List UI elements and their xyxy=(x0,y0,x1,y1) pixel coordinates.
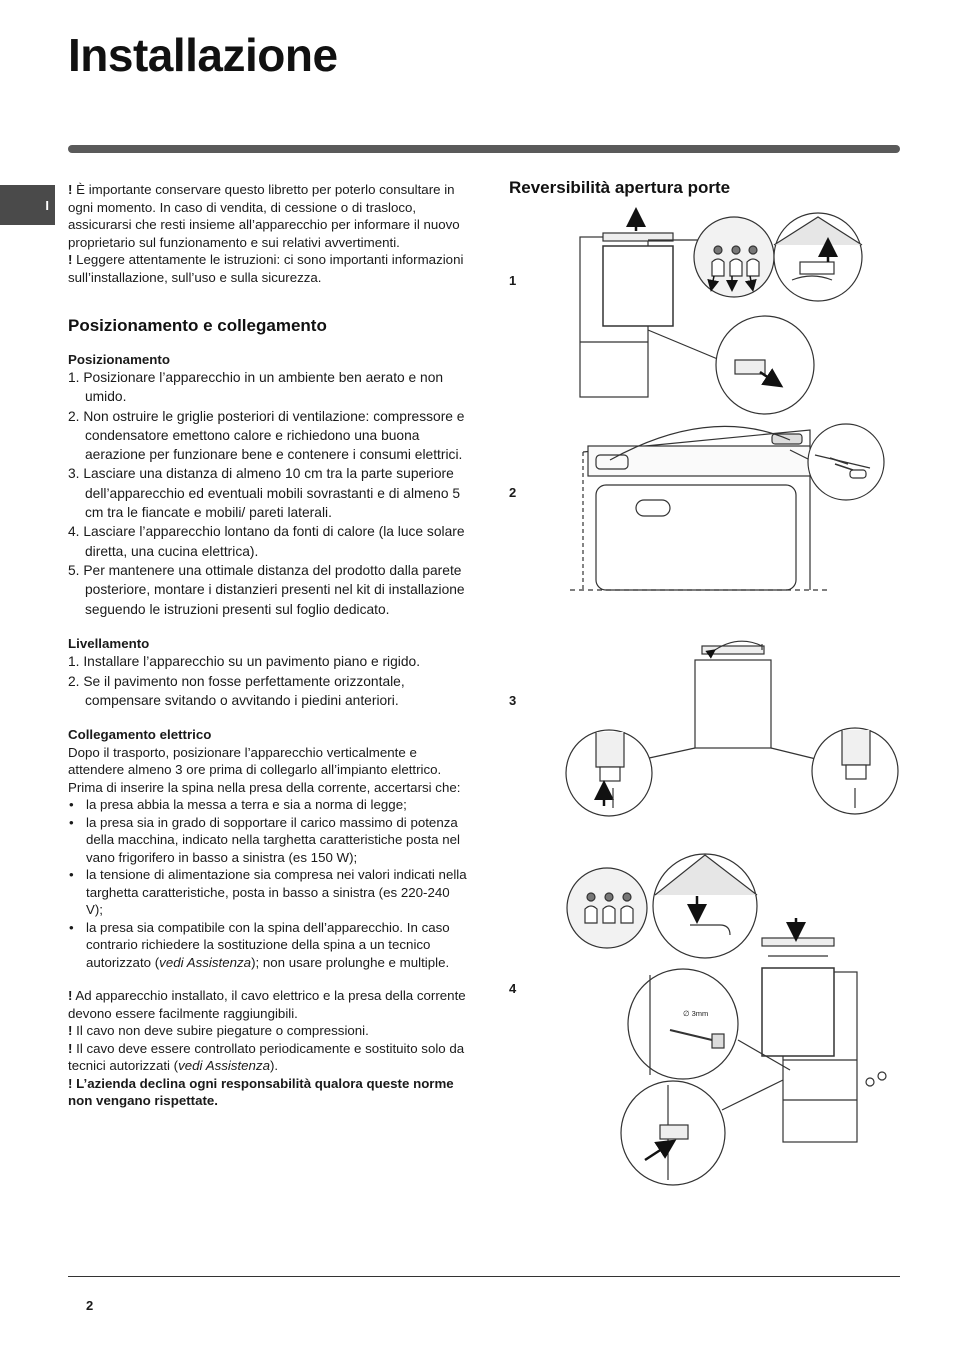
step-4-top-hinge-detail xyxy=(653,854,757,958)
electric-intro: Dopo il trasporto, posizionare l’apparecchio verticalmente e attendere almeno 3 ore prima di collegarlo all’impianto elettrico. Prima di inserire la spina nella presa della corrente, accertarsi che: xyxy=(68,744,461,795)
drill-size-label: ∅ 3mm xyxy=(683,1009,709,1018)
step-3-door-diagram xyxy=(640,641,820,760)
step-3-right-foot-detail xyxy=(812,728,898,814)
warning-mark: ! xyxy=(68,182,73,197)
step-number-1: 1 xyxy=(509,273,517,288)
step-4-hinge-cover-detail xyxy=(567,868,647,948)
step-1-top-hinge-detail xyxy=(774,213,862,301)
list-item: 5. Per mantenere una ottimale distanza del prodotto dalla parete posteriore, montare i distanzieri presenti nel kit di installazione seguendo le istruzioni presenti sul foglio dedicato. xyxy=(68,562,465,617)
list-item: 1. Installare l’apparecchio su un pavimento piano e rigido. xyxy=(68,654,421,670)
step-number-4: 4 xyxy=(509,981,517,996)
list-item: 4. Lasciare l’apparecchio lontano da fonti di calore (la luce solare diretta, una cucina elettrica). xyxy=(68,524,465,559)
step-2-top-panel-diagram xyxy=(570,426,830,590)
subhead-electric: Collegamento elettrico xyxy=(68,727,212,743)
list-item: • la tensione di alimentazione sia compresa nei valori indicati nella targhetta caratteristiche, posta in basso a sinistra (es 220-240 V); xyxy=(69,867,467,918)
step-number-3: 3 xyxy=(509,693,517,708)
subhead-positioning: Posizionamento xyxy=(68,351,170,367)
section-title-positioning: Posizionamento e collegamento xyxy=(68,316,327,335)
step-4-bottom-hinge-detail xyxy=(621,1080,783,1185)
step-1-bottom-hinge-detail xyxy=(716,316,814,414)
list-item: 2. Se il pavimento non fosse perfettamente orizzontale, compensare svitando o avvitando i piedini anteriori. xyxy=(68,673,405,708)
note-cable-bending: ! Il cavo non deve subire piegature o compressioni. xyxy=(68,1023,369,1039)
page-title: Installazione xyxy=(68,29,338,81)
step-number-2: 2 xyxy=(509,485,517,500)
intro-paragraph-2: ! Leggere attentamente le istruzioni: ci sono importanti informazioni sull’installazione, sull’uso e sulla sicurezza. xyxy=(68,252,464,285)
footer-rule xyxy=(68,1276,900,1277)
warning-mark: ! xyxy=(68,1040,73,1056)
list-item: • la presa sia in grado di sopportare il carico massimo di potenza della macchina, indicato nella targhetta caratteristiche posta nel vano frigorifero in basso a sinistra (es 150 W); xyxy=(69,814,461,865)
section-title-reversibility: Reversibilità apertura porte xyxy=(509,178,731,197)
page-number: 2 xyxy=(86,1298,94,1313)
list-item: • la presa sia compatibile con la spina dell’apparecchio. In caso contrario richiedere la sostituzione della spina a un tecnico autorizzato (vedi Assistenza); non usare prolunghe e multiple. xyxy=(69,919,450,970)
language-tab: I xyxy=(0,185,55,225)
note-cable-check: ! Il cavo deve essere controllato periodicamente e sostituito solo da tecnici autorizzati (vedi Assistenza). xyxy=(68,1040,465,1074)
warning-mark: ! xyxy=(68,1023,73,1039)
list-item: • la presa abbia la messa a terra e sia a norma di legge; xyxy=(69,797,407,813)
intro-paragraph-1: ! È importante conservare questo libretto per poterlo consultare in ogni momento. In caso di vendita, di cessione o di trasloco, assicurarsi che resti insieme all’apparecchio per informare il nuovo proprietario sul funzionamento e sui relativi avvertimenti. xyxy=(68,182,460,250)
list-item: 2. Non ostruire le griglie posteriori di ventilazione: compressore e condensatore emettono calore e richiedono una buona aerazione per funzionare bene e contenere i consumi elettrici. xyxy=(68,408,465,463)
warning-mark: ! xyxy=(68,1075,73,1091)
step-2-screw-detail xyxy=(808,424,884,500)
subhead-leveling: Livellamento xyxy=(68,635,150,651)
warning-mark: ! xyxy=(68,988,73,1004)
note-cable-access: ! Ad apparecchio installato, il cavo elettrico e la presa della corrente devono essere facilmente raggiungibili. xyxy=(68,988,466,1021)
list-item: 3. Lasciare una distanza di almeno 10 cm tra la parte superiore dell’apparecchio ed eventuali mobili sovrastanti e di almeno 5 cm tra le fiancate e mobili/ pareti laterali. xyxy=(68,466,461,521)
warning-mark: ! xyxy=(68,252,73,267)
note-responsibility: ! L’azienda declina ogni responsabilità qualora queste norme non vengano rispettate. xyxy=(68,1075,454,1109)
step-4-fridge-diagram xyxy=(762,918,886,1142)
step-3-left-foot-detail xyxy=(566,730,652,816)
step-1-hinge-cover-detail xyxy=(694,217,774,297)
list-item: 1. Posizionare l’apparecchio in un ambiente ben aerato e non umido. xyxy=(68,370,444,405)
